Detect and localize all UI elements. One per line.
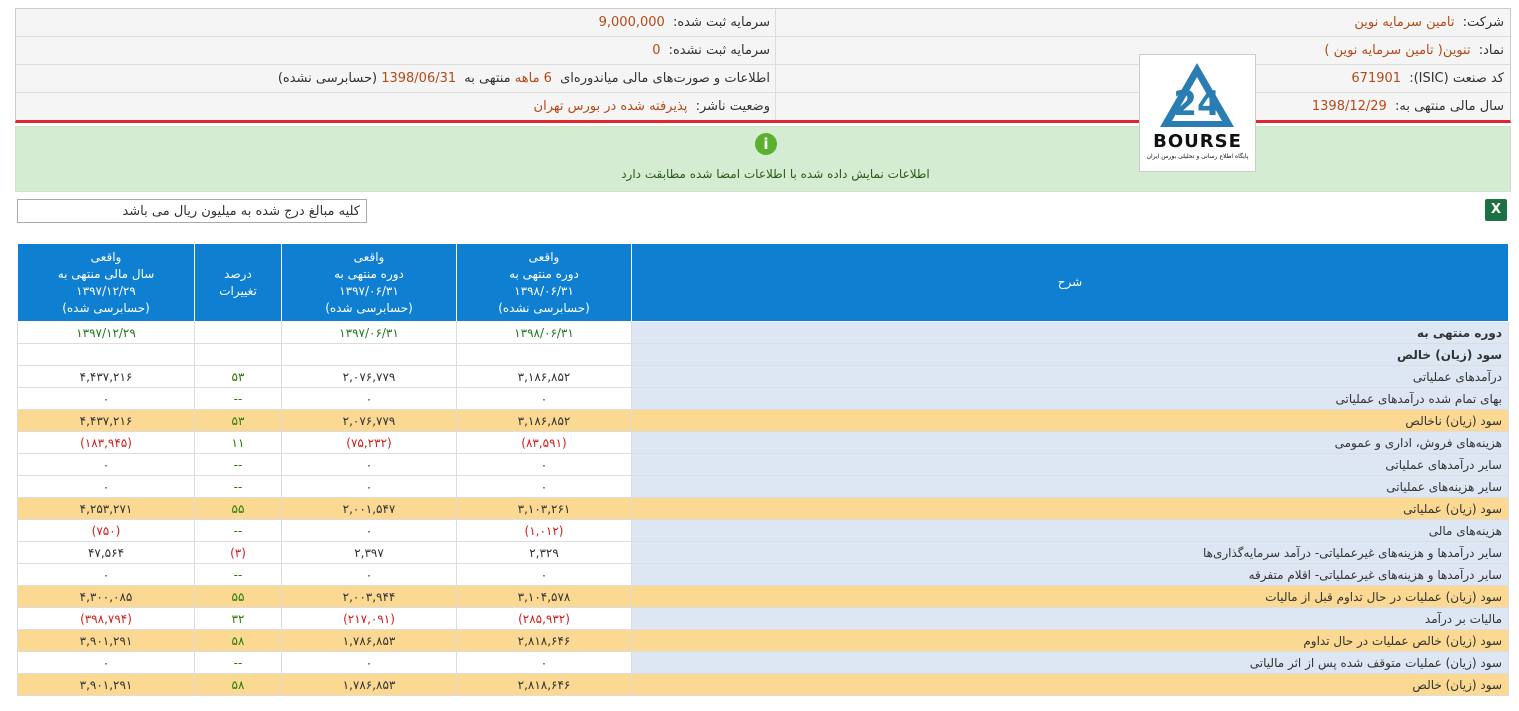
symbol-label: نماد: <box>1478 43 1504 58</box>
cell-fiscal-1397: (۱۸۳,۹۴۵) <box>18 432 195 454</box>
cell-change-percent: ۵۸ <box>195 674 282 696</box>
capital-registered-label: سرمایه ثبت شده: <box>672 15 770 30</box>
table-row <box>18 432 1509 454</box>
row-description: سایر درآمدها و هزینه‌های غیرعملیاتی- درآمد سرمایه‌گذاری‌ها <box>632 542 1509 564</box>
table-row <box>18 476 1509 498</box>
info-row-company <box>16 9 1510 37</box>
cell-period-1398: ۲,۸۱۸,۶۴۶ <box>457 674 632 696</box>
header-change-percent-text: درصد تغییرات <box>219 266 257 298</box>
cell-change-percent: ۳۲ <box>195 608 282 630</box>
header-period-1397-text: واقعی دوره منتهی به ۱۳۹۷/۰۶/۳۱ (حسابرسی شده) <box>325 249 413 315</box>
cell-period-1397: ۰ <box>282 476 457 498</box>
header-period-1398 <box>457 244 632 322</box>
table-row <box>18 652 1509 674</box>
cell-period-1397: ۱,۷۸۶,۸۵۳ <box>282 630 457 652</box>
cell-period-1397: ۰ <box>282 520 457 542</box>
cell-period-1397: ۲,۳۹۷ <box>282 542 457 564</box>
report-period: 6 ماهه <box>514 71 552 86</box>
cell-change-percent: -- <box>195 388 282 410</box>
report-description <box>278 65 770 92</box>
cell-change-percent <box>195 322 282 344</box>
row-description: درآمدهای عملیاتی <box>632 366 1509 388</box>
row-description: سود (زیان) خالص عملیات در حال تداوم <box>632 630 1509 652</box>
cell-fiscal-1397 <box>18 344 195 366</box>
cell-period-1398: ۲,۸۱۸,۶۴۶ <box>457 630 632 652</box>
table-row <box>18 344 1509 366</box>
row-description: هزینه‌های فروش، اداری و عمومی <box>632 432 1509 454</box>
fiscal-year-label: سال مالی منتهی به: <box>1394 99 1504 114</box>
cell-period-1397 <box>282 344 457 366</box>
cell-period-1397: ۰ <box>282 454 457 476</box>
logo-subtitle: پایگاه اطلاع رسانی و تحلیلی بورس ایران <box>1146 153 1249 160</box>
capital-registered-value: 9,000,000 <box>598 15 665 30</box>
logo-mark-icon <box>1140 55 1255 131</box>
symbol-field <box>1324 37 1504 64</box>
row-description: سود (زیان) ناخالص <box>632 410 1509 432</box>
cell-period-1398: ۰ <box>457 454 632 476</box>
cell-fiscal-1397: (۳۹۸,۷۹۴) <box>18 608 195 630</box>
cell-period-1398: ۱۳۹۸/۰۶/۳۱ <box>457 322 632 344</box>
company-info-panel <box>15 8 1511 123</box>
cell-period-1398: ۰ <box>457 564 632 586</box>
table-row <box>18 498 1509 520</box>
header-period-1397 <box>282 244 457 322</box>
cell-period-1397: ۲,۰۰۱,۵۴۷ <box>282 498 457 520</box>
table-row <box>18 542 1509 564</box>
isic-field <box>1351 65 1504 92</box>
publisher-status-field <box>534 93 770 120</box>
cell-change-percent: ۵۵ <box>195 586 282 608</box>
cell-change-percent: -- <box>195 454 282 476</box>
cell-fiscal-1397: ۴,۴۳۷,۲۱۶ <box>18 366 195 388</box>
row-description: سود (زیان) عملیاتی <box>632 498 1509 520</box>
row-description: سایر درآمدها و هزینه‌های غیرعملیاتی- اقلام متفرقه <box>632 564 1509 586</box>
cell-change-percent: ۱۱ <box>195 432 282 454</box>
cell-period-1398: ۰ <box>457 388 632 410</box>
cell-change-percent: -- <box>195 520 282 542</box>
cell-fiscal-1397: ۰ <box>18 564 195 586</box>
cell-fiscal-1397: ۱۳۹۷/۱۲/۲۹ <box>18 322 195 344</box>
table-row <box>18 564 1509 586</box>
cell-period-1397: ۰ <box>282 652 457 674</box>
table-row <box>18 410 1509 432</box>
row-description: سود (زیان) عملیات متوقف شده پس از اثر مالیاتی <box>632 652 1509 674</box>
isic-value: 671901 <box>1351 71 1402 86</box>
cell-period-1397: (۷۵,۲۳۲) <box>282 432 457 454</box>
info-row-symbol <box>16 37 1510 65</box>
bourse24-logo[interactable] <box>1139 54 1256 172</box>
capital-unregistered-value: 0 <box>652 43 661 58</box>
cell-fiscal-1397: ۴۷,۵۶۴ <box>18 542 195 564</box>
info-row-fiscal <box>16 93 1510 120</box>
row-description: سود (زیان) عملیات در حال تداوم قبل از مالیات <box>632 586 1509 608</box>
header-period-1398-text: واقعی دوره منتهی به ۱۳۹۸/۰۶/۳۱ (حسابرسی نشده) <box>498 249 590 315</box>
cell-period-1398: (۸۳,۵۹۱) <box>457 432 632 454</box>
cell-fiscal-1397: ۰ <box>18 454 195 476</box>
company-value: تامین سرمایه نوین <box>1354 15 1455 30</box>
notice-text: اطلاعات نمایش داده شده با اطلاعات امضا شده مطابقت دارد <box>621 167 930 181</box>
logo-brand: BOURSE <box>1153 131 1242 152</box>
table-row <box>18 366 1509 388</box>
capital-unregistered-label: سرمایه ثبت نشده: <box>668 43 770 58</box>
unit-note-text: کلیه مبالغ درج شده به میلیون ریال می باشد <box>122 204 360 219</box>
report-date: 1398/06/31 <box>381 71 457 86</box>
cell-change-percent: (۳) <box>195 542 282 564</box>
row-description: دوره منتهی به <box>632 322 1509 344</box>
publisher-status-value: پذیرفته شده در بورس تهران <box>533 99 688 114</box>
cell-change-percent: -- <box>195 476 282 498</box>
cell-period-1397: ۱,۷۸۶,۸۵۳ <box>282 674 457 696</box>
cell-period-1398 <box>457 344 632 366</box>
cell-change-percent: -- <box>195 652 282 674</box>
cell-period-1398: ۳,۱۸۶,۸۵۲ <box>457 366 632 388</box>
income-statement-table <box>17 243 1509 696</box>
cell-fiscal-1397: ۳,۹۰۱,۲۹۱ <box>18 630 195 652</box>
cell-period-1397: (۲۱۷,۰۹۱) <box>282 608 457 630</box>
unit-note <box>17 199 367 223</box>
cell-period-1397: ۲,۰۷۶,۷۷۹ <box>282 410 457 432</box>
fiscal-year-field <box>1312 93 1504 120</box>
row-description: سایر درآمدهای عملیاتی <box>632 454 1509 476</box>
header-description: شرح <box>632 244 1509 322</box>
cell-fiscal-1397: ۰ <box>18 476 195 498</box>
table-row <box>18 388 1509 410</box>
report-mid: منتهی به <box>464 71 511 86</box>
cell-period-1397: ۲,۰۷۶,۷۷۹ <box>282 366 457 388</box>
excel-export-icon[interactable]: X <box>1485 199 1507 221</box>
header-fiscal-1397-text: واقعی سال مالی منتهی به ۱۳۹۷/۱۲/۲۹ (حسابرسی شده) <box>57 249 155 315</box>
cell-fiscal-1397: ۰ <box>18 388 195 410</box>
row-description: سود (زیان) خالص <box>632 674 1509 696</box>
cell-period-1398: ۳,۱۰۳,۲۶۱ <box>457 498 632 520</box>
cell-change-percent: ۵۳ <box>195 410 282 432</box>
cell-fiscal-1397: ۴,۴۳۷,۲۱۶ <box>18 410 195 432</box>
cell-period-1397: ۰ <box>282 388 457 410</box>
cell-period-1397: ۲,۰۰۳,۹۴۴ <box>282 586 457 608</box>
cell-period-1398: ۰ <box>457 652 632 674</box>
cell-fiscal-1397: (۷۵۰) <box>18 520 195 542</box>
cell-fiscal-1397: ۰ <box>18 652 195 674</box>
table-row <box>18 674 1509 696</box>
cell-period-1398: (۲۸۵,۹۳۲) <box>457 608 632 630</box>
cell-change-percent: -- <box>195 564 282 586</box>
cell-period-1398: ۰ <box>457 476 632 498</box>
info-row-isic <box>16 65 1510 93</box>
verification-notice <box>15 126 1511 192</box>
symbol-value: تنوین( تامین سرمایه نوین ) <box>1324 43 1471 58</box>
logo-numeral: 24 <box>1173 84 1221 124</box>
cell-fiscal-1397: ۳,۹۰۱,۲۹۱ <box>18 674 195 696</box>
cell-change-percent: ۵۵ <box>195 498 282 520</box>
row-description: سایر هزینه‌های عملیاتی <box>632 476 1509 498</box>
cell-fiscal-1397: ۴,۳۰۰,۰۸۵ <box>18 586 195 608</box>
table-row <box>18 630 1509 652</box>
fiscal-year-value: 1398/12/29 <box>1311 99 1387 114</box>
cell-period-1398: ۳,۱۰۴,۵۷۸ <box>457 586 632 608</box>
capital-unregistered-field <box>652 37 770 64</box>
table-row <box>18 322 1509 344</box>
table-row <box>18 586 1509 608</box>
table-row <box>18 520 1509 542</box>
info-icon: i <box>755 133 777 155</box>
table-header-row <box>18 244 1509 322</box>
cell-period-1398: (۱,۰۱۲) <box>457 520 632 542</box>
header-fiscal-1397 <box>18 244 195 322</box>
header-change-percent <box>195 244 282 322</box>
cell-change-percent <box>195 344 282 366</box>
row-description: بهای تمام شده درآمدهای عملیاتی <box>632 388 1509 410</box>
company-field <box>1354 9 1504 36</box>
publisher-status-label: وضعیت ناشر: <box>695 99 770 114</box>
cell-period-1397: ۰ <box>282 564 457 586</box>
row-description: مالیات بر درآمد <box>632 608 1509 630</box>
row-description: هزینه‌های مالی <box>632 520 1509 542</box>
isic-label: کد صنعت (ISIC): <box>1409 71 1504 86</box>
cell-change-percent: ۵۳ <box>195 366 282 388</box>
cell-change-percent: ۵۸ <box>195 630 282 652</box>
cell-period-1398: ۳,۱۸۶,۸۵۲ <box>457 410 632 432</box>
cell-period-1397: ۱۳۹۷/۰۶/۳۱ <box>282 322 457 344</box>
company-label: شرکت: <box>1462 15 1504 30</box>
capital-registered-field <box>599 9 770 36</box>
table-row <box>18 454 1509 476</box>
report-audit-status: (حسابرسی نشده) <box>277 71 378 86</box>
cell-period-1398: ۲,۳۲۹ <box>457 542 632 564</box>
cell-fiscal-1397: ۴,۲۵۳,۲۷۱ <box>18 498 195 520</box>
table-row <box>18 608 1509 630</box>
row-description: سود (زیان) خالص <box>632 344 1509 366</box>
report-prefix: اطلاعات و صورت‌های مالی میاندوره‌ای <box>560 71 770 86</box>
